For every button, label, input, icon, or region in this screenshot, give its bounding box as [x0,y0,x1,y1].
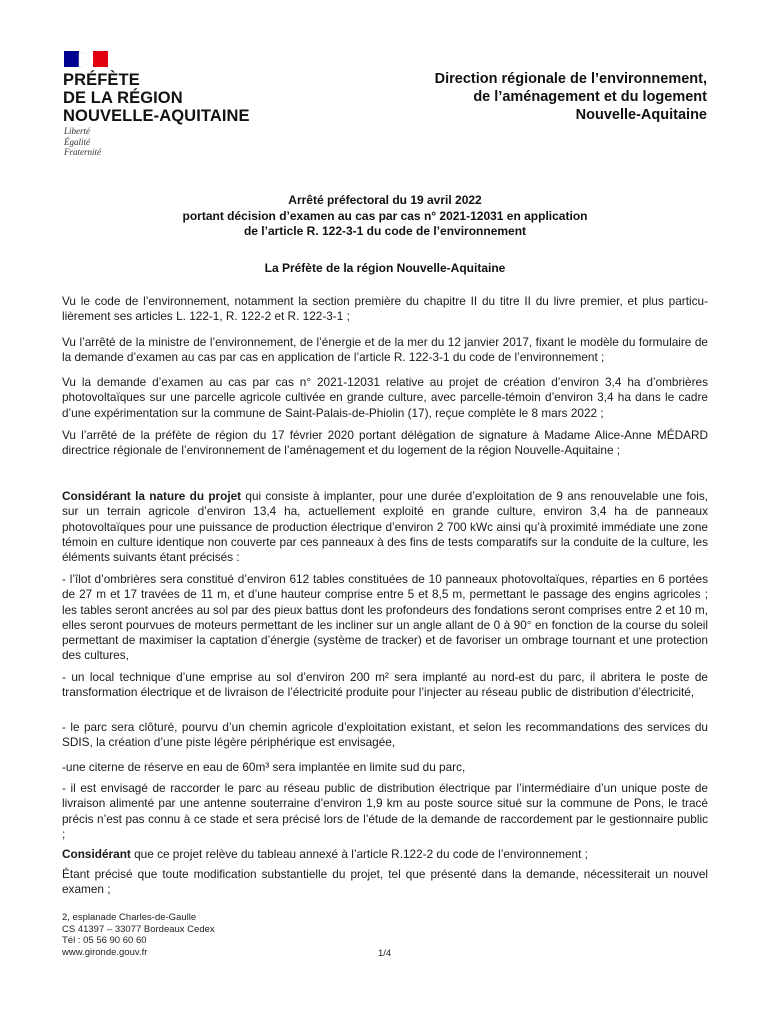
visa-4-text: Vu l’arrêté de la préfète de région du 17 février 2020 portant délégation de signature à Madame Alice-Anne MÉDARD directrice régionale de l’environnement de l’aménagement et du logement de la région Nouvelle-Aquitaine ; [62,428,708,458]
flag-red-band [93,51,108,67]
agency-line-3: Nouvelle-Aquitaine [575,107,707,123]
decree-title [0,193,770,240]
signatory-heading: La Préfète de la région Nouvelle-Aquitaine [264,261,506,275]
item-5-text: - il est envisagé de raccorder le parc au réseau public de distribution électrique par l’intermédiaire d’un unique poste de livraison alimenté par une antenne souterraine d’environ 1,9 km au poste source situé sur la commune de Pons, le tracé précis n’est pas connu à ce stade et sera précisé lors de l’étude de la demande de raccordement par le gestionnaire public ; [62,781,708,841]
list-item [62,670,708,701]
considerant-nature-text: qui consiste à implanter, pour une durée d’exploitation de 9 ans renouvelable une fois, sur un terrain agricole d’environ 13,4 ha, actuellement exploité en grande culture, environ 3,4 ha de panneaux photovoltaïques pour une puissance de production électrique d’environ 2 700 kWc ainsi qu’à proximité immédiate une zone témoin en culture identique non couverte par ces panneaux à des fins de tests comparatifs sur la conduite de la culture, les éléments suivants étant précisés : [62,489,709,565]
considerant-nature-lead: Considérant la nature du projet [62,489,242,503]
prefecture-wordmark [63,71,250,125]
title-line-1: Arrêté préfectoral du 19 avril 2022 [288,193,482,207]
visa-2-text: Vu l’arrêté de la ministre de l’environnement, de l’énergie et de la mer du 12 janvier 2017, fixant le modèle du formulaire de la demande d’examen au cas par cas en application de l’article R. 122-3-1 du code de l’environnement ; [62,335,708,365]
agency-name [327,70,707,124]
republic-flag-logo [64,51,108,67]
visa-1-text: Vu le code de l’environnement, notamment la section première du chapitre II du titre II du livre premier, et plus particulièrement ses articles L. 122-1, R. 122-2 et R. 122-3-1 ; [62,294,708,324]
list-item [62,572,708,664]
prefecture-line-1: PRÉFÈTE [63,71,140,89]
considerant-annex-text: que ce projet relève du tableau annexé à l’article R.122-2 du code de l’environnement ; [130,847,588,861]
visa-3-text: Vu la demande d’examen au cas par cas n° 2021-12031 relative au projet de création d’environ 3,4 ha d’ombrières photovoltaïques sur une parcelle agricole cultivée en grande culture, avec parcelle-témoin d’environ 3,4 ha dans le cadre d’une expérimentation sur la commune de Saint-Palais-de-Phiolin (17), reçue complète le 8 mars 2022 ; [62,375,708,420]
visa-4 [62,428,708,459]
item-2-text: - un local technique d’une emprise au sol d’environ 200 m² sera implanté au nord-est du parc, il abritera le poste de transformation électrique et de livraison de l’électricité produite pour l’injecter au réseau public de distribution d’électricité, [62,670,708,700]
item-3-text: - le parc sera clôturé, pourvu d’un chemin agricole d’exploitation existant, et selon les recommandations des services du SDIS, la création d’une piste légère périphérique est envisagée, [62,720,708,750]
list-item [62,760,708,775]
considerant-annex-lead: Considérant [62,847,131,861]
footer-phone: Tél : 05 56 90 60 60 [62,935,147,947]
page-number: 1/4 [378,948,392,959]
list-item [62,720,708,751]
title-line-2: portant décision d’examen au cas par cas n° 2021-12031 en application [182,208,588,223]
footer-address-line-2: CS 41397 – 33077 Bordeaux Cedex [62,923,215,935]
final-paragraph-text: Étant précisé que toute modification substantielle du projet, tel que présenté dans la demande, nécessiterait un nouvel examen ; [62,867,708,897]
final-paragraph [62,867,708,898]
motto-liberte: Liberté [64,126,90,136]
considerant-nature [62,489,708,565]
visa-2 [62,335,708,366]
list-item [62,781,708,842]
footer-website[interactable]: www.gironde.gouv.fr [62,947,148,959]
footer-address-line-1: 2, esplanade Charles-de-Gaulle [62,912,197,923]
prefecture-line-3: NOUVELLE-AQUITAINE [63,107,250,125]
republic-motto [64,126,101,158]
visa-1 [62,294,708,325]
motto-egalite: Égalité [64,136,90,147]
motto-fraternite: Fraternité [64,147,101,157]
prefecture-line-2: DE LA RÉGION [63,89,183,107]
visa-3 [62,375,708,421]
considerant-annex [62,847,708,862]
agency-line-1: Direction régionale de l’environnement, [434,71,707,87]
title-line-3: de l’article R. 122-3-1 du code de l’environnement [243,224,527,238]
footer-address [62,912,215,959]
agency-line-2: de l’aménagement et du logement [473,89,707,105]
flag-blue-band [64,51,79,67]
item-4-text: -une citerne de réserve en eau de 60m³ sera implantée en limite sud du parc, [62,760,466,774]
item-1-text: - l’îlot d’ombrières sera constitué d’environ 612 tables constituées de 10 panneaux photovoltaïques, réparties en 6 portées de 27 m et 17 travées de 11 m, et d’une hauteur comprise entre 5 et 8,5 m, permettant le passage des engins agricoles ; les tables seront ancrées au sol par des pieux battus dont les profondeurs des fondations seront comprises entre 2 et 10 m, elles seront pourvues de moteurs permettant de les incliner sur un angle allant de 0 à 90° en fonction de la course du soleil permettant de maximiser la captation d’énergie (système de tracker) et de favoriser un ombrage tournant et une protection des cultures, [62,572,708,663]
